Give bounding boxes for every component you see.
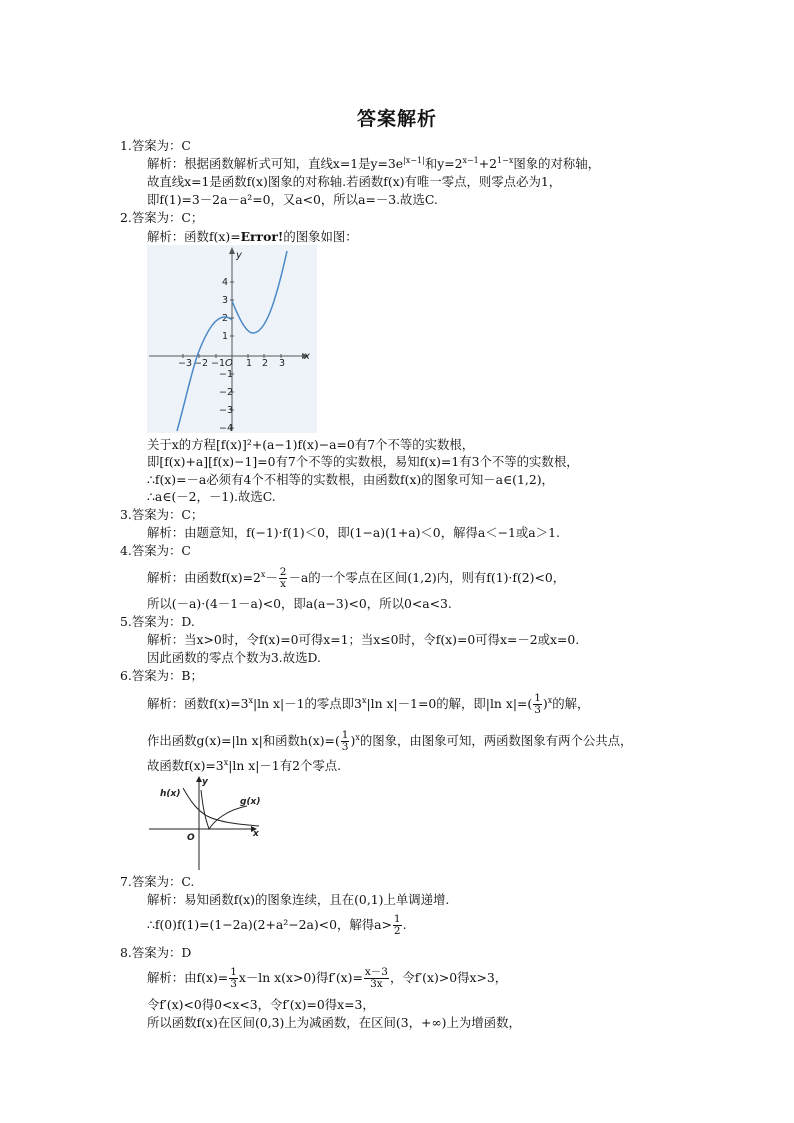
answer-6-line-3: 故函数$f(x)=3^x|\ln$ x|－1有2个零点.	[147, 757, 342, 773]
graph1-x-tick: −2	[194, 358, 209, 369]
answer-2-line-1: 解析：函数f(x)=Error!的图象如图：	[147, 229, 358, 244]
answer-8-line-1: 解析：由f(x)= $\frac{1}{3}$ x－ln x(x>0)得f′(x)= $\frac{x-3}{3x}$ ，令f′(x)>0得x>3，	[147, 966, 508, 990]
graph1-y-tick: −4	[219, 423, 234, 433]
graph1-x-tick: 1	[246, 358, 253, 369]
graph2-x-label: x	[253, 829, 259, 839]
answer-5-line-1: 解析：当x>0时，令f(x)=0可得x=1；当x≤0时，令f(x)=0可得x=－2或x=0.	[147, 632, 580, 647]
graph2-y-label: y	[202, 777, 208, 787]
graph1-y-tick: 4	[222, 277, 229, 288]
answer-7-line-1: 解析：易知函数f(x)的图象连续，且在(0,1)上单调递增.	[147, 892, 450, 907]
answer-8-heading: 8.答案为：D	[120, 945, 192, 960]
answer-2-line-4: ∴f(x)=－a必须有4个不相等的实数根，由函数f(x)的图象可知－a∈(1,2)，	[147, 472, 554, 487]
graph2-g-label: g(x)	[240, 797, 261, 807]
answer-4-heading: 4.答案为：C	[120, 543, 191, 558]
answer-2-line-3: 即[f(x)+a][f(x)−1]=0有7个不等的实数根，易知f(x)=1有3个不等的实数根，	[147, 454, 579, 469]
answer-1-line-1: 解析：根据函数解析式可知，直线x=1是$y=3e^{|x-1|}$和$y=2^{x-1}+2^{1-x}$图象的对称轴，	[147, 155, 601, 171]
answer-4-line-2: 所以(－a)·(4－1－a)<0，即a(a−3)<0，所以0<a<3.	[147, 596, 452, 611]
graph1-y-tick: 2	[222, 313, 229, 324]
graph1-y-tick: −2	[219, 387, 234, 398]
graph1-x-label: x	[304, 351, 310, 362]
graph1-y-label: y	[236, 250, 242, 261]
answer-5-heading: 5.答案为：D.	[120, 614, 195, 629]
answer-1-line-3: 即f(1)=3－2a－a²=0，又a<0，所以a=－3.故选C.	[147, 192, 438, 207]
answer-6-line-1: 解析：函数$f(x)=3^x|\ln$ x|－1的零点即3$^x$|ln x|－1=0的解，即|ln x|=( $\frac{1}{3}$ )$^x$的解，	[147, 692, 590, 716]
graph1-x-tick: −1	[211, 358, 226, 369]
answer-3-line-1: 解析：由题意知，f(−1)·f(1)＜0，即(1−a)(1+a)＜0，解得a＜−1或a＞1.	[147, 525, 560, 540]
graph1-origin: O	[225, 358, 233, 369]
answer-8-line-3: 所以函数f(x)在区间(0,3)上为减函数，在区间(3，+∞)上为增函数，	[147, 1015, 521, 1030]
answer-7-heading: 7.答案为：C.	[120, 874, 195, 889]
answer-2-line-5: ∴a∈(－2，－1).故选C.	[147, 489, 276, 504]
graph1-y-tick: 3	[222, 295, 229, 306]
answer-2-heading: 2.答案为：C；	[120, 210, 204, 225]
answer-3-heading: 3.答案为：C；	[120, 507, 204, 522]
graph1-y-tick: 1	[222, 331, 229, 342]
graph1-y-tick: −1	[219, 369, 234, 380]
answer-6-line-2: 作出函数g(x)=|ln x|和函数h(x)=( $\frac{1}{3}$ )$^x$的图象，由图象可知，两函数图象有两个公共点，	[147, 729, 633, 753]
answer-8-line-2: 令f′(x)<0得0<x<3，令f′(x)=0得x=3，	[147, 997, 375, 1012]
graph2-origin: O	[187, 833, 195, 843]
graph1-x-tick: −3	[178, 358, 193, 369]
answer-5-line-2: 因此函数的零点个数为3.故选D.	[147, 650, 321, 665]
page-title: 答案解析	[356, 108, 437, 130]
graph1-x-tick: 2	[262, 358, 269, 369]
graph2-h-curve	[183, 788, 259, 826]
graph1-y-tick: −3	[219, 405, 234, 416]
answer-1-line-2: 故直线x=1是函数f(x)图象的对称轴.若函数f(x)有唯一零点，则零点必为1，	[147, 174, 562, 189]
graph2-g-curve	[201, 790, 247, 829]
answer-4-line-1: 解析：由函数$f(x)=2^x-$ $\frac{2}{x}$ －a的一个零点在区间(1,2)内，则有f(1)·f(2)<0，	[147, 566, 566, 590]
graph2-h-label: h(x)	[160, 789, 181, 799]
graph1-x-tick: 3	[279, 358, 286, 369]
function-graph-1	[147, 245, 317, 433]
answer-2-line-2: 关于x的方程[f(x)]²+(a−1)f(x)−a=0有7个不等的实数根，	[147, 437, 475, 452]
answer-7-line-2: ∴f(0)f(1)=(1−2a)(2+a²−2a)<0，解得a> $\frac{1}{2}$ .	[147, 913, 407, 937]
answer-6-heading: 6.答案为：B；	[120, 668, 203, 683]
function-graph-2	[147, 772, 265, 872]
answer-1-heading: 1.答案为：C	[120, 138, 191, 153]
